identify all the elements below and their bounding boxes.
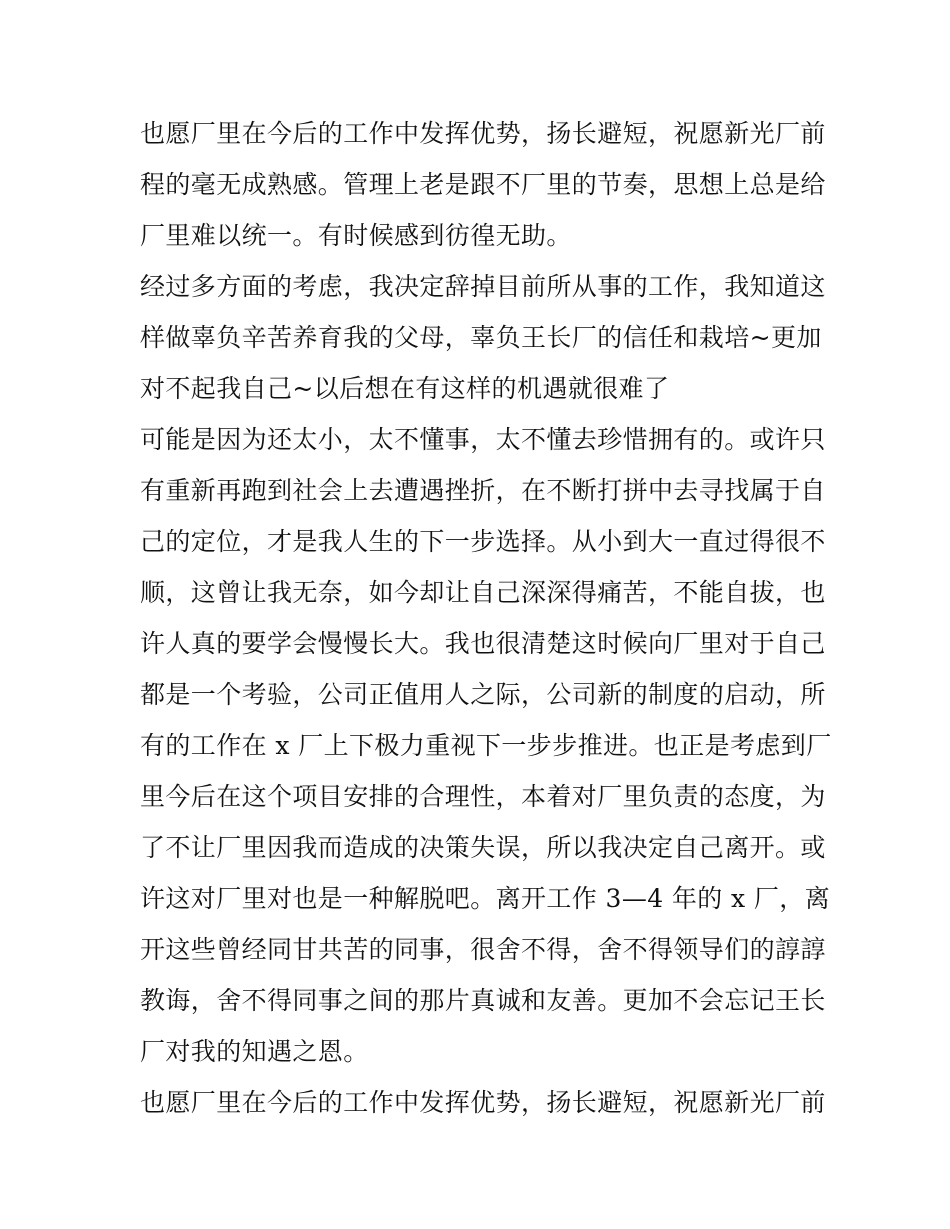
- text-line-13: 有的工作在 x 厂上下极力重视下一步步推进。也正是考虑到厂: [140, 731, 832, 760]
- document-body: [140, 108, 832, 1128]
- text-line-18: 教诲，舍不得同事之间的那片真诚和友善。更加不会忘记王长: [140, 986, 826, 1015]
- text-line-1: 也愿厂里在今后的工作中发挥优势，扬长避短，祝愿新光厂前: [140, 119, 826, 148]
- text-line-17: 开这些曾经同甘共苦的同事，很舍不得，舍不得领导们的諄諄: [140, 935, 826, 964]
- text-line-9: 己的定位，才是我人生的下一步选择。从小到大一直过得很不: [140, 527, 826, 556]
- text-line-11: 许人真的要学会慢慢长大。我也很清楚这时候向厂里对于自己: [140, 629, 826, 658]
- text-line-3: 厂里难以统一。有时候感到彷徨无助。: [140, 221, 572, 250]
- text-line-8: 有重新再跑到社会上去遭遇挫折，在不断打拼中去寻找属于自: [140, 476, 826, 505]
- text-line-12: 都是一个考验，公司正值用人之际，公司新的制度的启动，所: [140, 680, 826, 709]
- text-line-6: 对不起我自己~以后想在有这样的机遇就很难了: [140, 374, 670, 403]
- text-line-16: 许这对厂里对也是一种解脱吧。离开工作 3—4 年的 x 厂，离: [140, 884, 831, 913]
- text-line-19: 厂对我的知遇之恩。: [140, 1037, 369, 1066]
- text-line-14: 里今后在这个项目安排的合理性，本着对厂里负责的态度，为: [140, 782, 826, 811]
- text-line-4: 经过多方面的考虑，我决定辞掉目前所从事的工作，我知道这: [140, 272, 826, 301]
- text-line-5: 样做辜负辛苦养育我的父母，辜负王长厂的信任和栽培~更加: [140, 323, 822, 352]
- text-line-2: 程的毫无成熟感。管理上老是跟不厂里的节奏，思想上总是给: [140, 170, 826, 199]
- text-line-10: 顺，这曾让我无奈，如今却让自己深深得痛苦，不能自拔，也: [140, 578, 826, 607]
- text-line-7: 可能是因为还太小，太不懂事，太不懂去珍惜拥有的。或许只: [140, 425, 826, 454]
- text-line-15: 了不让厂里因我而造成的决策失误，所以我决定自己离开。或: [140, 833, 826, 862]
- text-line-20: 也愿厂里在今后的工作中发挥优势，扬长避短，祝愿新光厂前: [140, 1088, 826, 1117]
